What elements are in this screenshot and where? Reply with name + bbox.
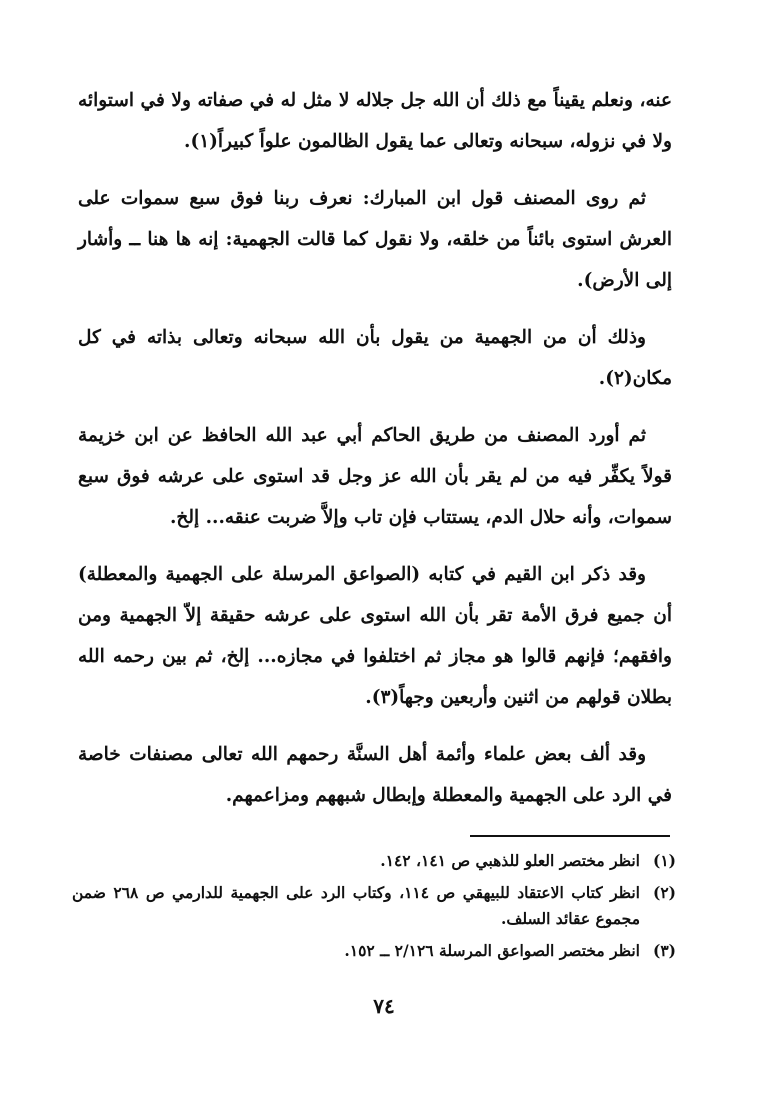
footnote-2	[72, 880, 676, 932]
footnote-number: (١)	[652, 851, 676, 870]
footnote-1	[72, 848, 676, 874]
footnotes	[72, 848, 676, 970]
main-text	[78, 80, 672, 832]
footnote-divider	[470, 835, 670, 837]
footnote-number: (٣)	[652, 941, 676, 960]
paragraph-6: وقد ألف بعض علماء وأئمة أهل السنَّة رحمهم الله تعالى مصنفات خاصة في الرد على الجهمية والمعطلة وإبطال شبههم ومزاعمهم.	[78, 744, 672, 806]
footnote-text: انظر مختصر الصواعق المرسلة ٢/١٢٦ ــ ١٥٢.	[344, 941, 640, 960]
paragraph-2: ثم روى المصنف قول ابن المبارك: نعرف ربنا فوق سبع سموات على العرش استوى بائناً من خلقه، ولا نقول كما قالت الجهمية: إنه ها هنا ــ وأشار إلى الأرض).	[78, 188, 672, 291]
footnote-3	[72, 938, 676, 964]
footnote-text: انظر كتاب الاعتقاد للبيهقي ص ١١٤، وكتاب الرد على الجهمية للدارمي ص ٢٦٨ ضمن مجموع عقائد السلف.	[72, 883, 640, 928]
footnote-number: (٢)	[652, 883, 676, 902]
paragraph-4: ثم أورد المصنف من طريق الحاكم أبي عبد الله الحافظ عن ابن خزيمة قولاً يكفِّر فيه من لم يقر بأن الله عز وجل قد استوى على عرشه فوق سبع سموات، وأنه حلال الدم، يستتاب فإن تاب وإلاَّ ضربت عنقه... إلخ.	[78, 425, 672, 528]
page-number: ٧٤	[373, 994, 395, 1018]
footnote-text: انظر مختصر العلو للذهبي ص ١٤١، ١٤٢.	[380, 851, 640, 870]
paragraph-1: عنه، ونعلم يقيناً مع ذلك أن الله جل جلاله لا مثل له في صفاته ولا في استوائه ولا في نزوله، سبحانه وتعالى عما يقول الظالمون علواً كبيراً(١).	[78, 90, 672, 152]
paragraph-5: وقد ذكر ابن القيم في كتابه (الصواعق المرسلة على الجهمية والمعطلة) أن جميع فرق الأمة تقر بأن الله استوى على عرشه حقيقة إلاّ الجهمية ومن وافقهم؛ فإنهم قالوا هو مجاز ثم اختلفوا في مجازه... إلخ، ثم بين رحمه الله بطلان قولهم من اثنين وأربعين وجهاً(٣).	[78, 564, 672, 708]
paragraph-3: وذلك أن من الجهمية من يقول بأن الله سبحانه وتعالى بذاته في كل مكان(٢).	[78, 327, 672, 389]
